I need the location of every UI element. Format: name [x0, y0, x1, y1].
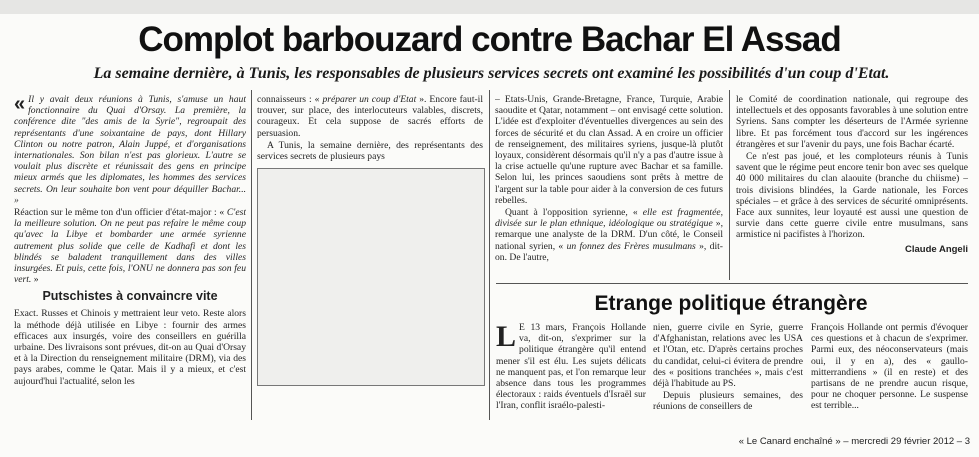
- article-separator: [496, 283, 968, 284]
- paragraph: le Comité de coordination nationale, qui regroupe des intellectuels et des opposants favorables à une solution entre Syriens. Sans compter les déserteurs de l'Armée syrienne libre. Et pas forcément tous d'accord sur les ingérences étrangères et sur l'avenir du pays, une fois Bachar écarté.: [736, 94, 968, 150]
- paragraph-lead: Quant à l'opposition syrienne, «: [505, 207, 643, 219]
- photo-placeholder: [257, 168, 485, 386]
- quoted-phrase: préparer un coup d'Etat: [322, 94, 417, 105]
- drop-cap: L: [496, 322, 517, 353]
- paragraph-lead: connaisseurs : «: [257, 94, 323, 105]
- officer-quote: C'est la meilleure solution. On ne peut pas refaire le même coup qu'avec la Libye et bombarder une armée syrienne autrement plus solide que celle de Kadhafi et dont les blindés se baladent tranquillement dans des villes insurgées. Et puis, cette fois, l'ONU ne donnera pas son feu vert.: [14, 207, 246, 286]
- paragraph-end: », dit-on. De l'autre,: [495, 240, 723, 263]
- open-quote-mark: «: [14, 94, 26, 115]
- paragraph: nien, guerre civile en Syrie, guerre d'Afghanistan, relations avec les USA et l'Otan, etc. D'après certains proches du candidat, celui-ci évitera de prendre des « positions tranchées », mais c'est déjà l'habitude au PS.: [653, 322, 803, 390]
- main-headline: Complot barbouzard contre Bachar El Assad: [138, 20, 841, 59]
- previous-page-bleed: [0, 0, 979, 14]
- paragraph: A Tunis, la semaine dernière, des représentants des services secrets de plusieurs pays: [257, 139, 483, 163]
- column-rule: [489, 90, 490, 420]
- quoted-phrase: un fonnez des Frères musulmans: [566, 240, 696, 252]
- paragraph: Exact. Russes et Chinois y mettraient leur veto. Reste alors la méthode déjà utilisée en Libye : fournir des armes efficaces aux insurgés, voire des conseillers en guérilla urbaine. Des livraisons sont prévues, dit-on au Quai d'Orsay et à la Direction du renseignement militaire (DRM), via des pays arabes, comme le Qatar. Mais il y a mieux, et c'est aujourd'hui l'actualité, selon les: [14, 308, 246, 387]
- paragraph: Ce n'est pas joué, et les comploteurs réunis à Tunis savent que le régime peut encore tenir bon avec ses quelque 40 000 militaires du clan alaouite (branche du chiisme) – trois divisions blindées, la Garde nationale, les Forces spéciales – et grâce à des services de sécurité omniprésents. Face aux sunnites, leur loyauté est aussi une question de survie dans cette guerre civile entre musulmans, sans armistice ni pacifistes à l'horizon.: [736, 151, 968, 241]
- article2-column-1: [496, 322, 646, 422]
- headline-deck: La semaine dernière, à Tunis, les responsables de plusieurs services secrets ont examiné les possibilités d'un coup d'Etat.: [93, 65, 890, 82]
- paragraph-rest: ». Encore faut-il trouver, sur place, des interlocuteurs valables, discrets, courageux. Et cela suppose de sacrés efforts de persuasion.: [257, 94, 483, 139]
- opening-paragraph: Il y avait deux réunions à Tunis, s'amuse un haut fonctionnaire du Quai d'Orsay. La première, la conférence dite "des amis de la Syrie", regroupait des représentants d'une soixantaine de pays, dont Hillary Clinton ou notre patron, Alain Juppé, et d'organisations internationales. Son bilan n'est pas glorieux. L'autre se voulait plus discrète et réunissait des gens en principe mieux armés que les diplomates, les hommes des services secrets. On leur souhaite bon vent pour déquiller Bachar... »: [14, 94, 246, 206]
- article1-column-3: [495, 94, 723, 282]
- paragraph-mid: », remarque une analyste de la DRM. D'un côté, le Conseil national syrien, «: [495, 218, 723, 252]
- paragraph-lead: Réaction sur le même ton d'un officier d'état-major : «: [14, 207, 227, 219]
- article2-column-2: [653, 322, 803, 422]
- column-rule: [729, 90, 730, 280]
- column-rule: [251, 90, 252, 420]
- article1-column-1: [14, 94, 246, 422]
- article1-column-2: [257, 94, 483, 164]
- paragraph: Depuis plusieurs semaines, des réunions de conseillers de: [653, 390, 803, 413]
- page-footer: « Le Canard enchaîné » – mercredi 29 février 2012 – 3: [738, 436, 970, 447]
- article1-column-4: [736, 94, 968, 282]
- author-signature: Claude Angeli: [905, 243, 968, 255]
- subheading: Putschistes à convaincre vite: [42, 289, 218, 304]
- paragraph: – Etats-Unis, Grande-Bretagne, France, Turquie, Arabie saoudite et Qatar, notamment – ont envisagé cette solution. L'idée est d'exploiter d'éventuelles divergences au sein des forces de sécurité et du clan Assad. A en croire un officier de renseignement, des militaires syriens, jusque-là plutôt loyaux, considèrent désormais qu'il n'y a pas d'autre issue à la crise actuelle qu'une rupture avec Bachar et sa famille. Selon lui, les princes saoudiens sont prêts à mettre de l'argent sur la table pour aider à la conversion de ces futurs rebelles.: [495, 94, 723, 206]
- second-headline: Etrange politique étrangère: [594, 292, 868, 315]
- paragraph-close: »: [31, 274, 39, 286]
- paragraph: François Hollande ont permis d'évoquer ces questions et à chacun de s'exprimer. Parmi eux, des néoconservateurs (mais oui, il y en a), des « gaullo-mitterrandiens » (il en reste) et des partisans de ne prendre aucun risque, pour ne choquer personne. Le suspense est terrible...: [811, 322, 968, 412]
- analyst-quote: elle est fragmentée, divisée sur le plan ethnique, idéologique ou stratégique: [495, 207, 723, 230]
- paragraph: E 13 mars, François Hollande va, dit-on, s'exprimer sur la politique étrangère qu'il entend mener s'il est élu. Les sujets délicats ne manquent pas, et l'on remarque leur absence dans tous les programmes électoraux : raids éventuels d'Israël sur l'Iran, conflit israélo-palesti-: [496, 322, 646, 412]
- article2-column-3: [811, 322, 968, 422]
